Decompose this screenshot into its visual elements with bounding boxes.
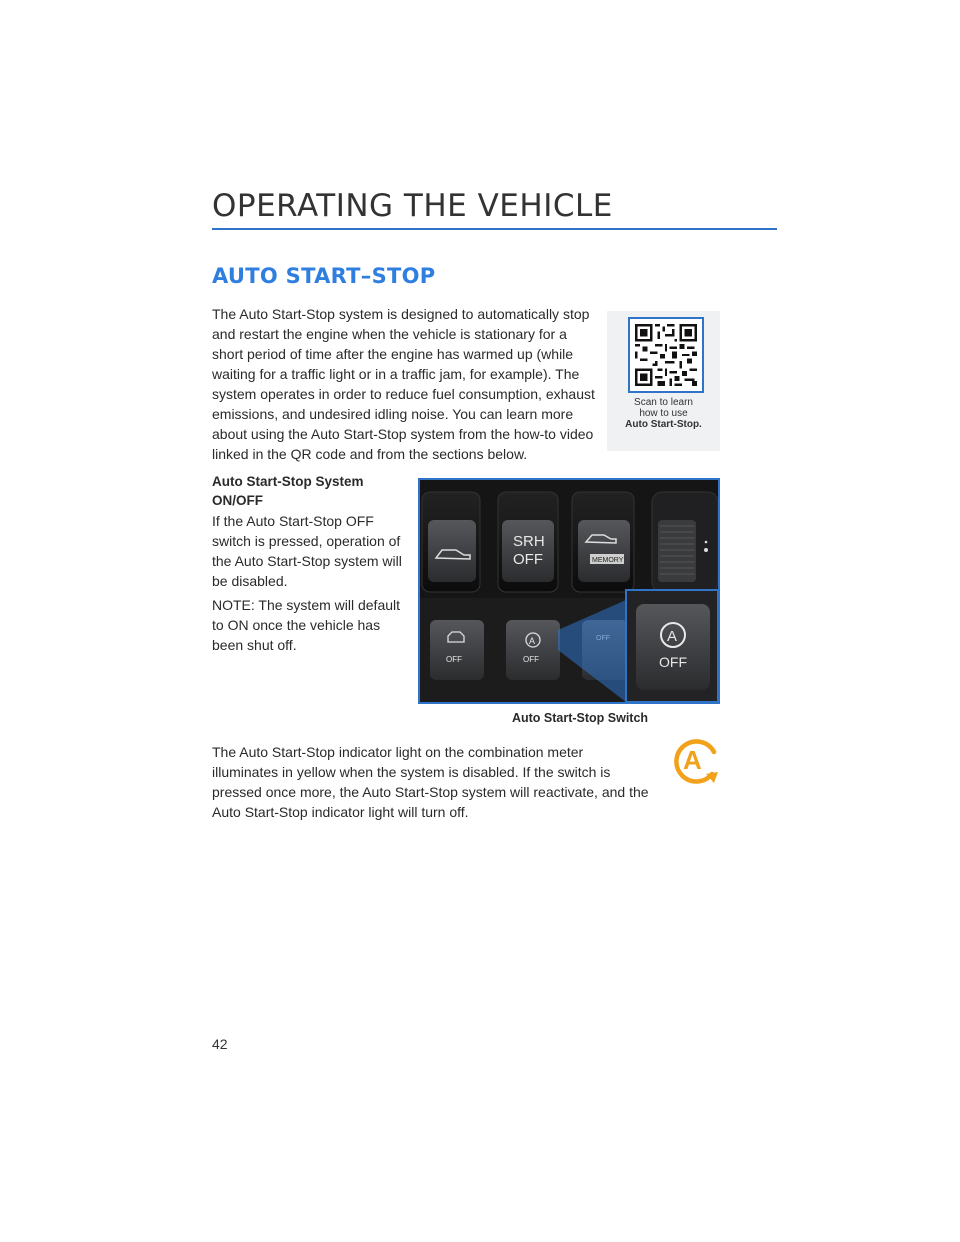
srh-off-label: OFF: [513, 551, 543, 568]
rear-gate-switch[interactable]: [428, 520, 476, 582]
dimmer-dial[interactable]: [658, 520, 696, 582]
zoomed-off-label: OFF: [659, 654, 687, 670]
page-number: 42: [212, 1036, 228, 1052]
onoff-paragraph: If the Auto Start-Stop OFF switch is pressed, operation of the Auto Start-Stop system will be disabled.: [212, 513, 402, 589]
section-title: AUTO START–STOP: [212, 264, 436, 288]
indicator-letter: A: [683, 745, 702, 775]
note-paragraph: NOTE: The system will default to ON once the vehicle has been shut off.: [212, 597, 401, 653]
qr-caption: [607, 397, 720, 430]
qr-code[interactable]: [628, 317, 704, 393]
auto-start-stop-off-switch[interactable]: [506, 620, 560, 680]
memory-label: MEMORY: [592, 557, 624, 564]
qr-caption-bold: Auto Start-Stop.: [625, 419, 702, 430]
chapter-title: OPERATING THE VEHICLE: [212, 188, 613, 224]
indicator-paragraph: The Auto Start-Stop indicator light on the combination meter illuminates in yellow when the system is disabled. If the switch is pressed once more, the Auto Start-Stop system will reactivate, and the Auto Start-Stop indicator light will turn off.: [212, 744, 649, 820]
figure-caption: Auto Start-Stop Switch: [511, 711, 649, 725]
vdc-off-switch[interactable]: [430, 620, 484, 680]
qr-code-icon: [635, 324, 697, 386]
intro-paragraph: The Auto Start-Stop system is designed to automatically stop and restart the engine when the vehicle is stationary for a short period of time after the engine has warmed up (while waiting for a traffic light or in a traffic jam, for example). The system operates in order to reduce fuel consumption, exhaust emissions, and undesired idling noise. You can learn more about using the Auto Start-Stop system from the how-to video linked in the QR code and from the sections below.: [212, 306, 595, 462]
qr-callout: [607, 311, 720, 451]
qr-caption-line2: how to use: [639, 408, 688, 419]
onoff-heading: Auto Start-Stop System ON/OFF: [212, 474, 364, 508]
switch-panel-illustration: [420, 480, 718, 702]
vdc-off-label: OFF: [446, 655, 462, 664]
srh-label: SRH: [513, 533, 545, 550]
zoomed-letter: A: [667, 628, 678, 645]
switch-photo: [418, 478, 720, 704]
chapter-divider: [212, 228, 777, 230]
auto-start-stop-indicator-icon: [668, 734, 724, 786]
qr-caption-line1: Scan to learn: [634, 397, 693, 408]
auto-start-stop-letter: A: [529, 636, 536, 646]
auto-start-stop-off-label: OFF: [523, 655, 539, 664]
memory-switch[interactable]: [578, 520, 630, 582]
